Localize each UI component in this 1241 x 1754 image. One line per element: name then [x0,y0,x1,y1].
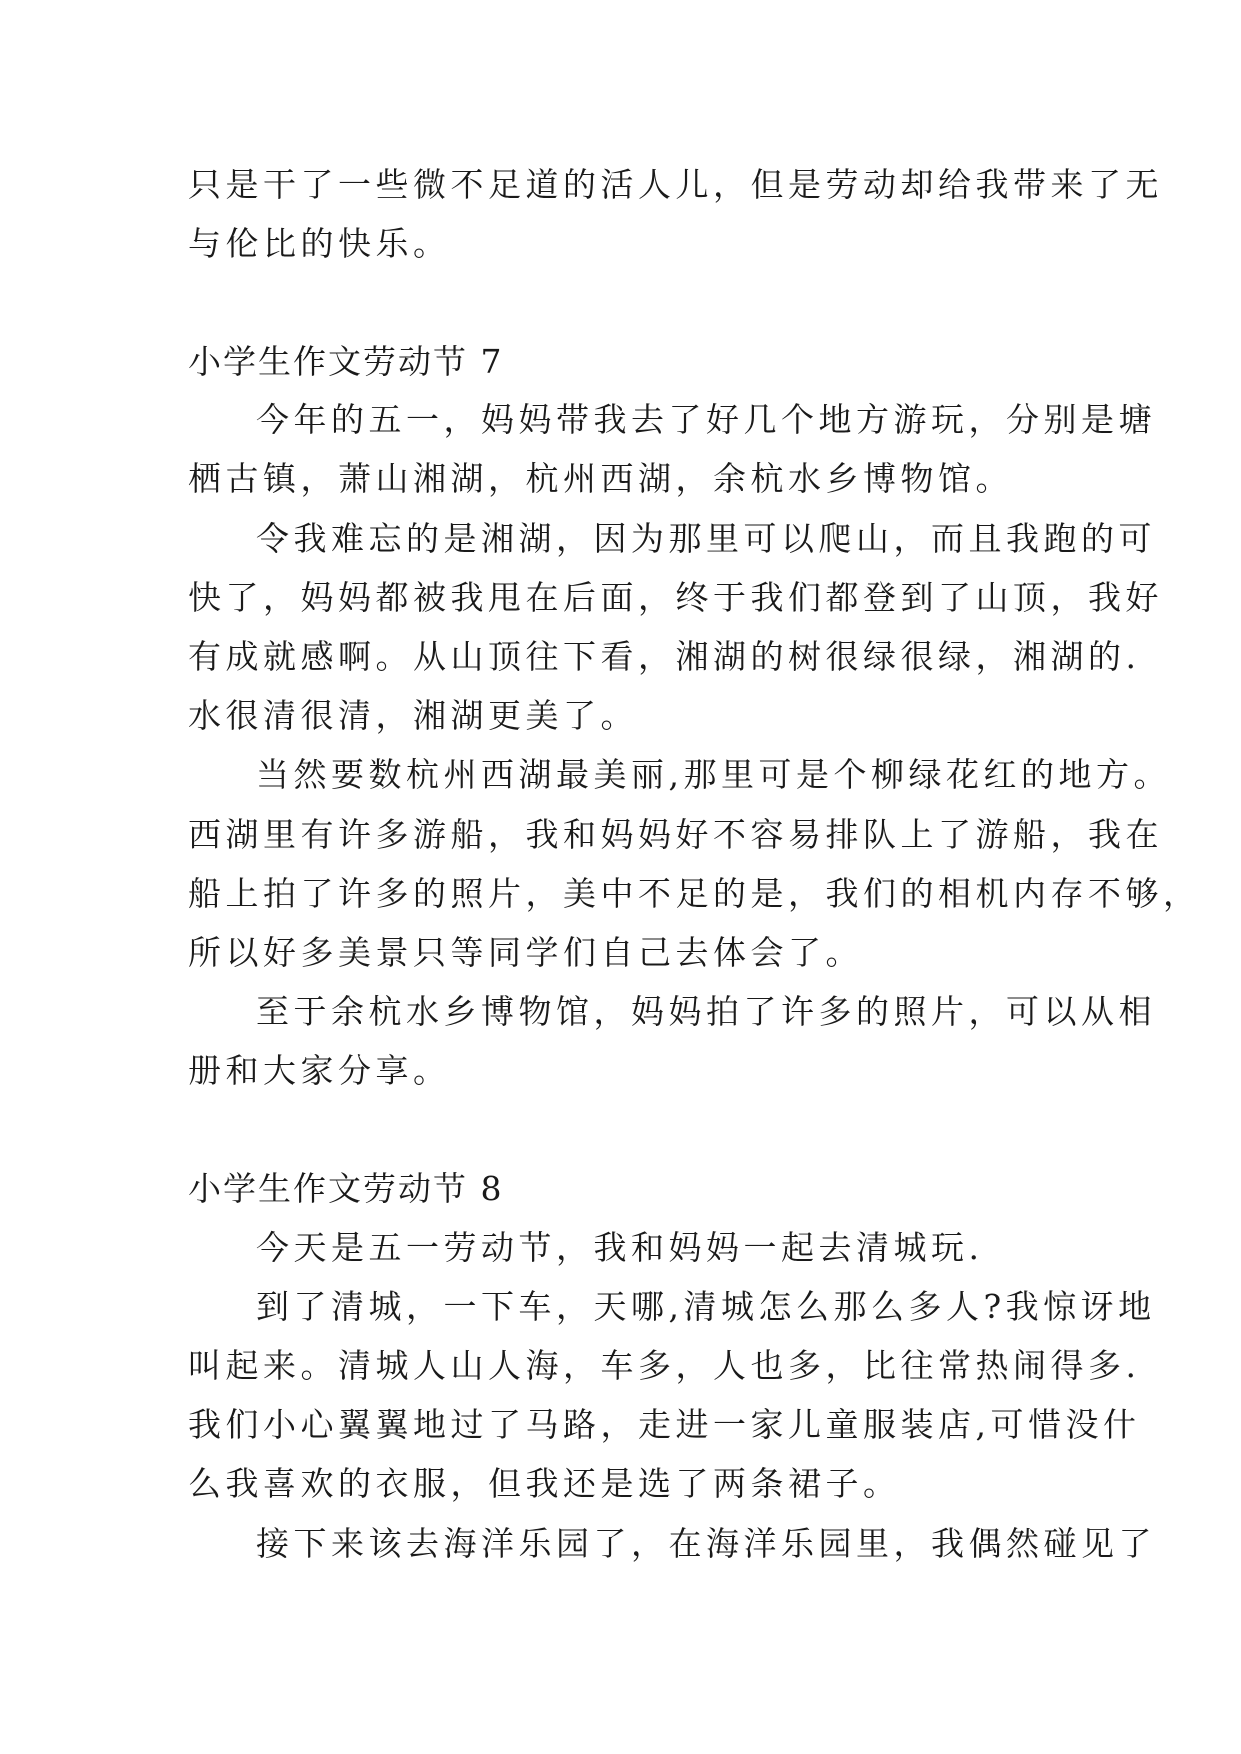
text-line: 到了清城，一下车，天哪,清城怎么那么多人?我惊讶地 [256,1287,1156,1326]
text-line: 与伦比的快乐。 [188,224,451,263]
text-line: 至于余杭水乡博物馆，妈妈拍了许多的照片，可以从相 [256,992,1156,1031]
text-line: 西湖里有许多游船，我和妈妈好不容易排队上了游船，我在 [188,815,1163,854]
text-line: 册和大家分享。 [188,1051,451,1090]
text-line: 所以好多美景只等同学们自己去体会了。 [188,933,863,972]
text-line: 只是干了一些微不足道的活人儿，但是劳动却给我带来了无 [188,165,1163,204]
text-line: 快了，妈妈都被我甩在后面，终于我们都登到了山顶，我好 [188,578,1163,617]
text-line: 接下来该去海洋乐园了，在海洋乐园里，我偶然碰见了 [256,1524,1156,1563]
text-line: 令我难忘的是湘湖，因为那里可以爬山，而且我跑的可 [256,519,1156,558]
text-line: 有成就感啊。从山顶往下看，湘湖的树很绿很绿，湘湖的. [188,637,1141,676]
essay-7-title: 小学生作文劳动节 7 [188,342,504,381]
text-line: 么我喜欢的衣服，但我还是选了两条裙子。 [188,1464,901,1503]
text-line: 当然要数杭州西湖最美丽,那里可是个柳绿花红的地方。 [256,755,1171,794]
text-line: 今年的五一，妈妈带我去了好几个地方游玩，分别是塘 [256,400,1156,439]
text-line: 今天是五一劳动节，我和妈妈一起去清城玩. [256,1228,984,1267]
text-line: 水很清很清，湘湖更美了。 [188,696,638,735]
text-line: 我们小心翼翼地过了马路，走进一家儿童服装店,可惜没什 [188,1405,1141,1444]
text-line: 船上拍了许多的照片，美中不足的是，我们的相机内存不够， [188,874,1201,913]
text-line: 叫起来。清城人山人海，车多，人也多，比往常热闹得多. [188,1346,1141,1385]
text-line: 栖古镇，萧山湘湖，杭州西湖，余杭水乡博物馆。 [188,459,1013,498]
essay-8-title: 小学生作文劳动节 8 [188,1169,504,1208]
